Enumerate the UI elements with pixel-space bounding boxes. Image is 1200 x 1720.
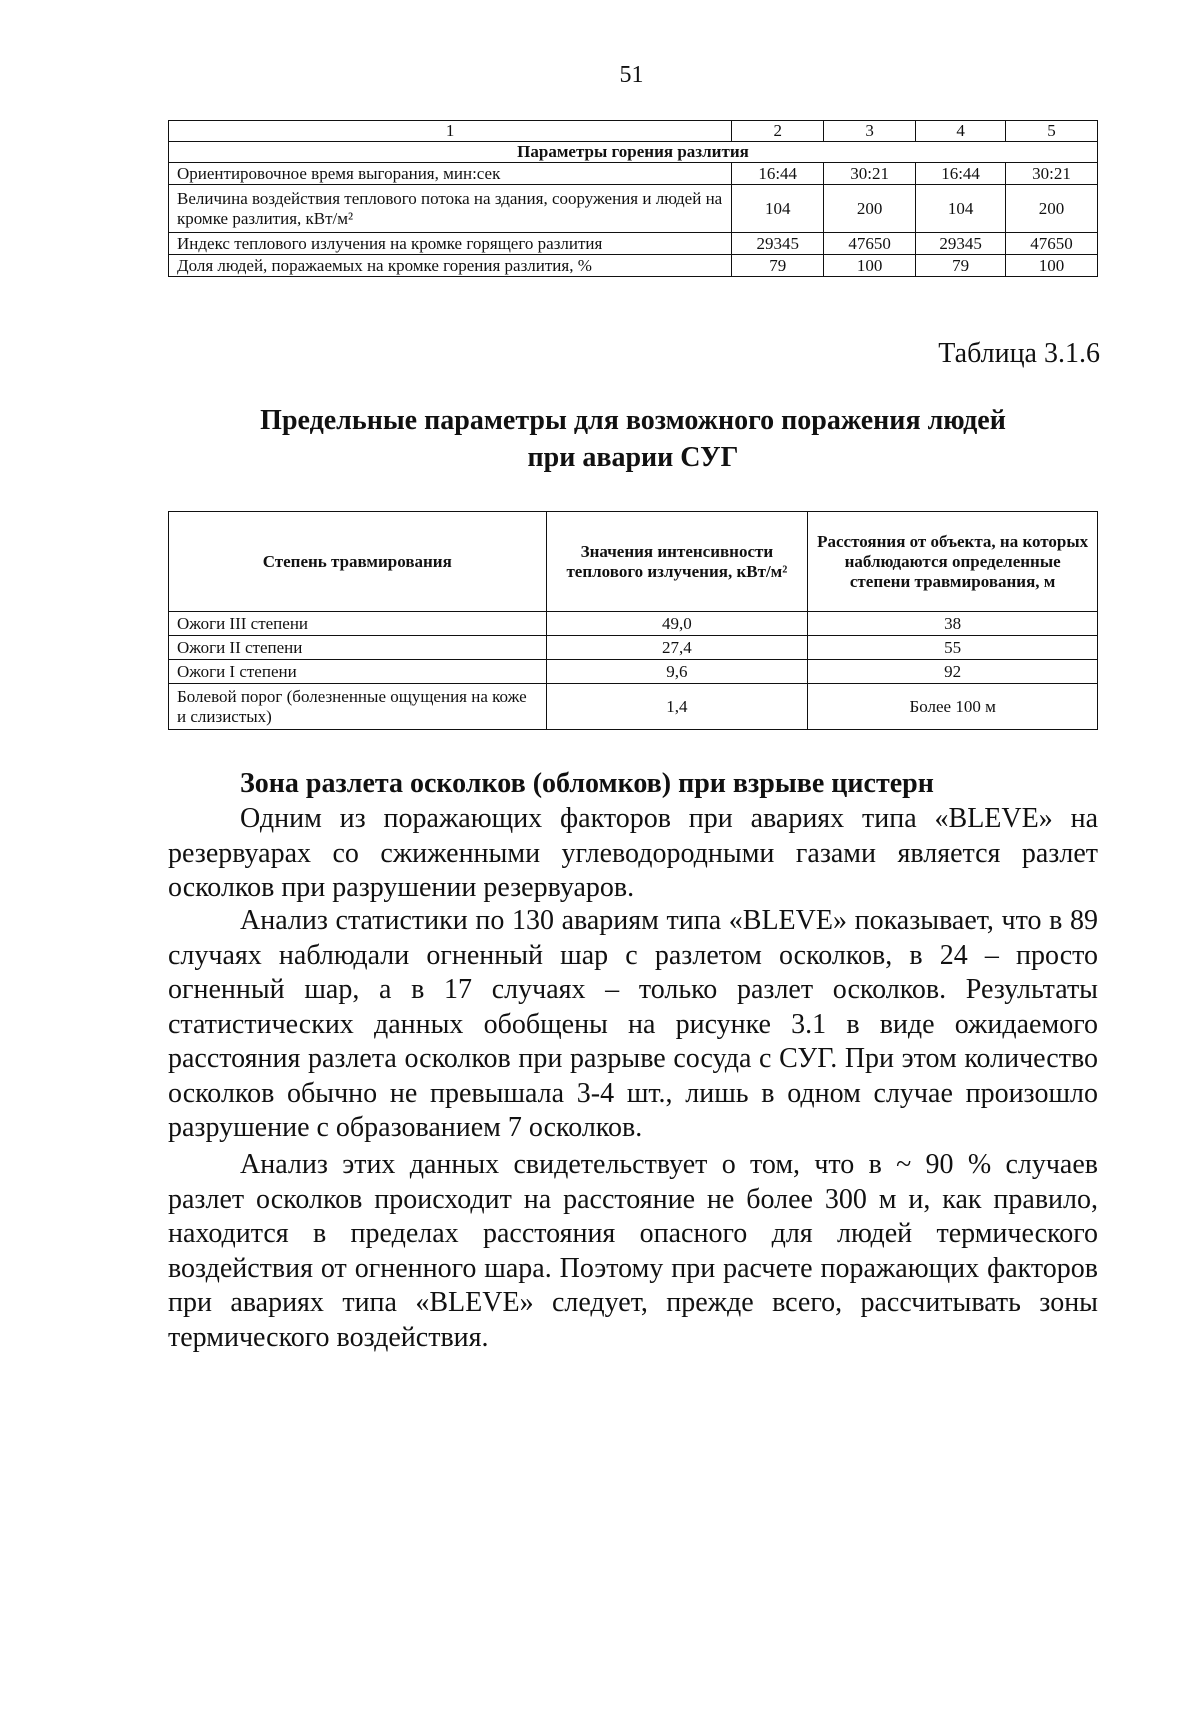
intensity-value: 27,4 bbox=[546, 636, 808, 660]
cell-value: 29345 bbox=[916, 233, 1006, 255]
column-number: 1 bbox=[169, 121, 732, 142]
distance-value: 38 bbox=[808, 612, 1098, 636]
table-row bbox=[169, 255, 1098, 277]
cell-value: 104 bbox=[916, 185, 1006, 233]
column-number: 5 bbox=[1006, 121, 1098, 142]
cell-value: 200 bbox=[1006, 185, 1098, 233]
cell-value: 47650 bbox=[1006, 233, 1098, 255]
intensity-value: 49,0 bbox=[546, 612, 808, 636]
cell-value: 29345 bbox=[732, 233, 824, 255]
distance-value: Более 100 м bbox=[808, 684, 1098, 730]
injury-thresholds-table bbox=[168, 511, 1098, 730]
table-title-line: Предельные параметры для возможного поражения людей bbox=[260, 405, 1006, 436]
section-header-row bbox=[169, 142, 1098, 163]
table-row bbox=[169, 660, 1098, 684]
cell-value: 16:44 bbox=[916, 163, 1006, 185]
intensity-value: 1,4 bbox=[546, 684, 808, 730]
table-header-row bbox=[169, 512, 1098, 612]
cell-value: 100 bbox=[824, 255, 916, 277]
table-row bbox=[169, 684, 1098, 730]
cell-value: 30:21 bbox=[824, 163, 916, 185]
row-label: Величина воздействия теплового потока на здания, сооружения и людей на кромке разлития, кВт/м² bbox=[169, 185, 732, 233]
column-header: Расстояния от объекта, на которых наблюдаются определенные степени травмирования, м bbox=[808, 512, 1098, 612]
row-label: Индекс теплового излучения на кромке горящего разлития bbox=[169, 233, 732, 255]
cell-value: 200 bbox=[824, 185, 916, 233]
distance-value: 92 bbox=[808, 660, 1098, 684]
column-header: Степень травмирования bbox=[169, 512, 547, 612]
column-number: 2 bbox=[732, 121, 824, 142]
column-number: 3 bbox=[824, 121, 916, 142]
cell-value: 47650 bbox=[824, 233, 916, 255]
row-label: Ожоги III степени bbox=[169, 612, 547, 636]
cell-value: 30:21 bbox=[1006, 163, 1098, 185]
table-row bbox=[169, 163, 1098, 185]
table-row bbox=[169, 233, 1098, 255]
distance-value: 55 bbox=[808, 636, 1098, 660]
table-caption: Таблица 3.1.6 bbox=[938, 338, 1100, 369]
body-paragraph: Анализ этих данных свидетельствует о том, что в ~ 90 % случаев разлет осколков происходит на расстояние не более 300 м и, как правило, находится в пределах расстояния опасного для людей термического воздействия от огненного шара. Поэтому при расчете поражающих факторов при авариях типа «BLEVE» следует, прежде всего, рассчитывать зоны термического воздействия. bbox=[168, 1149, 1098, 1353]
body-paragraph: Одним из поражающих факторов при авариях типа «BLEVE» на резервуарах со сжиженными углеводородными газами является разлет осколков при разрушении резервуаров. bbox=[168, 803, 1098, 903]
cell-value: 104 bbox=[732, 185, 824, 233]
combustion-parameters-table bbox=[168, 120, 1098, 277]
column-number: 4 bbox=[916, 121, 1006, 142]
row-label: Ориентировочное время выгорания, мин:сек bbox=[169, 163, 732, 185]
column-header: Значения интенсивности теплового излучения, кВт/м² bbox=[546, 512, 808, 612]
row-label: Ожоги I степени bbox=[169, 660, 547, 684]
cell-value: 16:44 bbox=[732, 163, 824, 185]
table-header-row bbox=[169, 121, 1098, 142]
table-row bbox=[169, 636, 1098, 660]
body-paragraph: Анализ статистики по 130 авариям типа «BLEVE» показывает, что в 89 случаях наблюдали огненный шар с разлетом осколков, в 24 – просто огненный шар, а в 17 случаях – только разлет осколков. Результаты статистических данных обобщены на рисунке 3.1 в виде ожидаемого расстояния разлета осколков при разрыве сосуда с СУГ. При этом количество осколков обычно не превышала 3-4 шт., лишь в одном случае произошло разрушение с образованием 7 осколков. bbox=[168, 905, 1098, 1143]
section-header: Параметры горения разлития bbox=[169, 142, 1098, 163]
page-number: 51 bbox=[619, 62, 644, 88]
row-label: Ожоги II степени bbox=[169, 636, 547, 660]
row-label: Болевой порог (болезненные ощущения на коже и слизистых) bbox=[169, 684, 547, 730]
cell-value: 79 bbox=[732, 255, 824, 277]
table-row bbox=[169, 185, 1098, 233]
cell-value: 100 bbox=[1006, 255, 1098, 277]
table-title bbox=[168, 402, 1098, 476]
section-heading: Зона разлета осколков (обломков) при взрыве цистерн bbox=[240, 768, 934, 799]
table-row bbox=[169, 612, 1098, 636]
intensity-value: 9,6 bbox=[546, 660, 808, 684]
cell-value: 79 bbox=[916, 255, 1006, 277]
table-title-line: при аварии СУГ bbox=[527, 442, 739, 473]
row-label: Доля людей, поражаемых на кромке горения разлития, % bbox=[169, 255, 732, 277]
